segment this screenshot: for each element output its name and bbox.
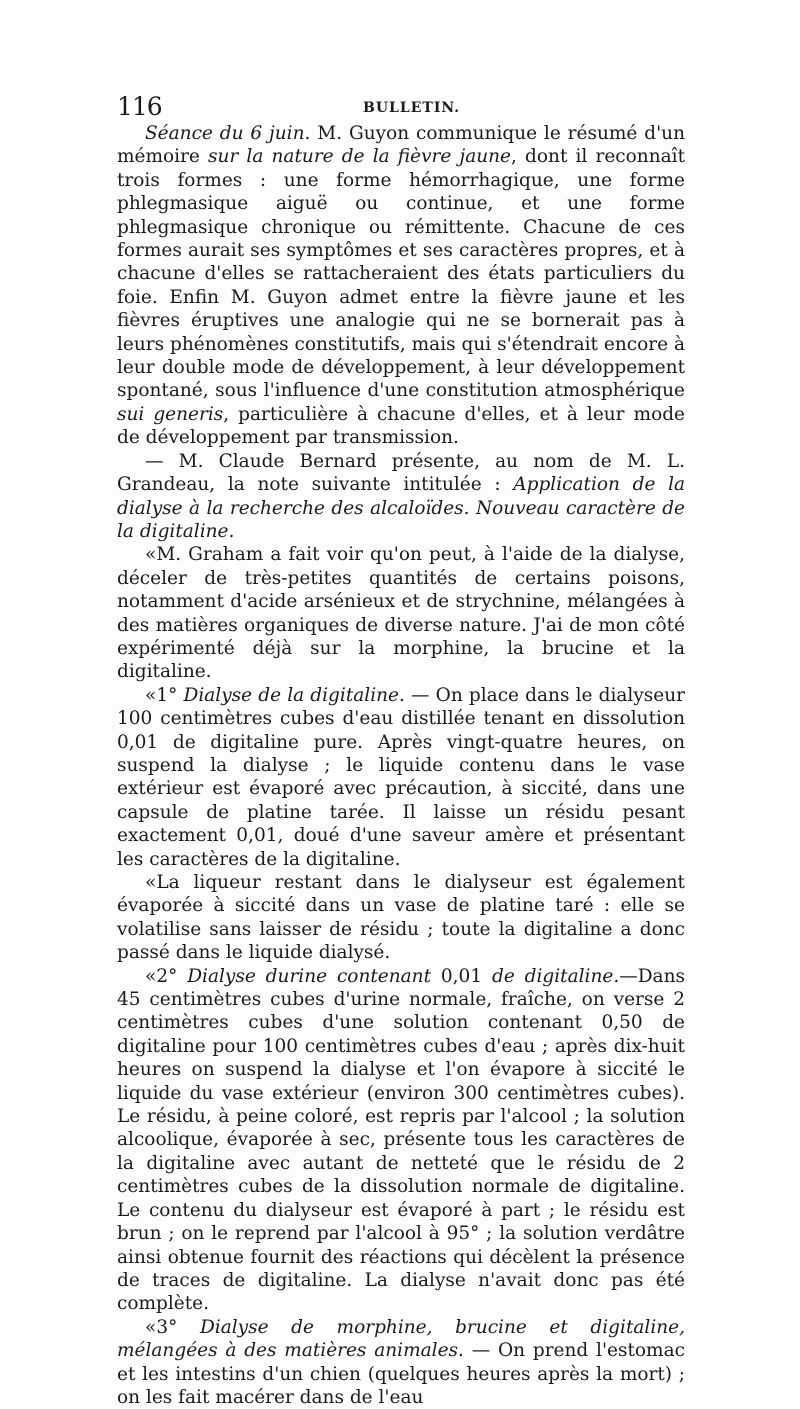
paragraph-section-3: «3° Dialyse de morphine, brucine et digitaline, mélangées à des matières animales. — On prend l'estomac et les intestins d'un chien (quelques heures après la mort) ; on les fait macérer dans de l'eau [117,1316,685,1408]
page-number: 116 [117,92,162,121]
paragraph-section-1: «1° Dialyse de la digitaline. — On place dans le dialyseur 100 centimètres cubes d'eau distillée tenant en dissolution 0,01 de digitaline pure. Après vingt-quatre heures, on suspend la dialyse ; le liquide contenu dans le vase extérieur est évaporé avec précaution, à siccité, dans une capsule de platine tarée. Il laisse un résidu pesant exactement 0,01, doué d'une saveur amère et présentant les caractères de la digitaline. [117,684,685,870]
memoir-title: sur la nature de la fièvre jaune [208,146,512,168]
paragraph-graham: «M. Graham a fait voir qu'on peut, à l'aide de la dialyse, déceler de très-petites quantités de certains poisons, notamment d'acide arsénieux et de strychnine, mélangées à des matières organiques de diverse nature. J'ai de mon côté expérimenté déjà sur la morphine, la brucine et la digitaline. [117,544,685,683]
paragraph-seance: Séance du 6 juin. M. Guyon communique le résumé d'un mémoire sur la nature de la fièvre jaune, dont il reconnaît trois formes : une forme hémorrhagique, une forme phlegmasique aiguë ou continue, et une forme phlegmasique chronique ou rémittente. Chacune de ces formes aurait ses symptômes et ses caractères propres, et à chacune d'elles se rattacheraient des états particuliers du foie. Enfin M. Guyon admet entre la fièvre jaune et les fièvres éruptives une analogie qui ne se bornerait pas à leurs phénomènes constitutifs, mais qui s'étendrait encore à leur double mode de développement, à leur développement spontané, sous l'influence d'une constitution atmosphérique sui generis, particulière à chacune d'elles, et à leur mode de développement par transmission. [117,123,685,449]
running-title: BULLETIN. [363,100,461,116]
paragraph-section-2: «2° Dialyse durine contenant 0,01 de digitaline.—Dans 45 centimètres cubes d'urine normale, fraîche, on verse 2 centimètres cubes d'une solution contenant 0,50 de digitaline pour 100 centimètres cubes d'eau ; après dix-huit heures on suspend la dialyse et l'on évapore à siccité le liquide du vase extérieur (environ 300 centimètres cubes). Le résidu, à peine coloré, est repris par l'alcool ; la solution alcoolique, évaporée à sec, présente tous les caractères de la digitaline avec autant de netteté que le résidu de 2 centimètres cubes de la dissolution normale de digitaline. Le contenu du dialyseur est évaporé à part ; le résidu est brun ; on le reprend par l'alcool à 95° ; la solution verdâtre ainsi obtenue fournit des réactions qui décèlent la présence de traces de digitaline. La dialyse n'avait donc pas été complète. [117,965,685,1315]
section-1-title: Dialyse de la digitaline. [183,684,405,706]
paragraph-liqueur: «La liqueur restant dans le dialyseur est également évaporée à siccité dans un vase de platine taré : elle se volatilise sans laisser de résidu ; toute la digitaline a donc passé dans le liquide dialysé. [117,872,685,964]
body-text [117,122,685,1409]
section-3-title: Dialyse de morphine, brucine et digitaline, mélangées à des matières animales. [117,1316,685,1362]
page-header [117,92,695,126]
section-2-title: Dialyse durine contenant [187,965,432,987]
note-title: Application de la dialyse à la recherche des alcaloïdes. Nouveau caractère de la digitaline. [117,474,686,542]
paragraph-bernard: — M. Claude Bernard présente, au nom de M. L. Grandeau, la note suivante intitulée : Application de la dialyse à la recherche des alcaloïdes. Nouveau caractère de la digitaline. [117,450,686,542]
session-date: Séance du 6 juin. [145,123,311,144]
